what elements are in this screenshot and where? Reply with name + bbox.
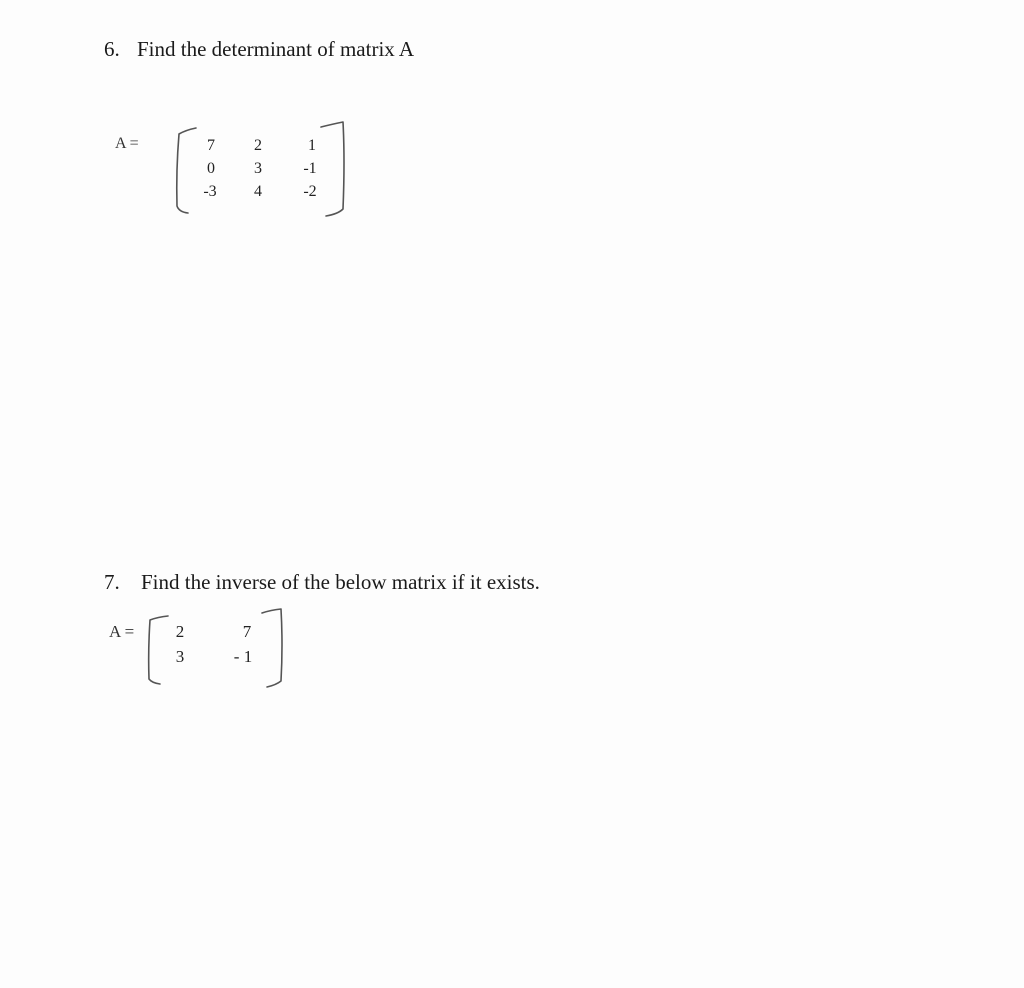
right-bracket: [262, 609, 282, 687]
question-7: [104, 570, 540, 594]
matrix-cell: 3: [175, 647, 185, 666]
matrix-cell: - 1: [233, 647, 253, 666]
matrix-cell: -3: [203, 183, 217, 200]
matrix-label: A =: [115, 135, 139, 152]
matrix-cell: 2: [175, 622, 185, 641]
matrix-cell: 2: [254, 137, 262, 154]
matrix-cell: -2: [303, 183, 317, 200]
matrix-cell: 3: [254, 160, 262, 177]
matrix-cell: 7: [242, 622, 252, 641]
matrix-cell: 7: [207, 137, 215, 154]
matrix-cell: -1: [303, 160, 317, 177]
matrix-cell: 4: [254, 183, 262, 200]
matrix-cell: 1: [308, 137, 316, 154]
matrix-label: A =: [109, 622, 135, 641]
question-6: [104, 37, 414, 61]
question-number: 7.: [104, 570, 120, 594]
question-number: 6.: [104, 37, 120, 61]
question-text: Find the inverse of the below matrix if it exists.: [141, 570, 540, 594]
matrix-cell: 0: [207, 160, 215, 177]
left-bracket: [177, 128, 196, 213]
question-text: Find the determinant of matrix A: [137, 37, 415, 61]
